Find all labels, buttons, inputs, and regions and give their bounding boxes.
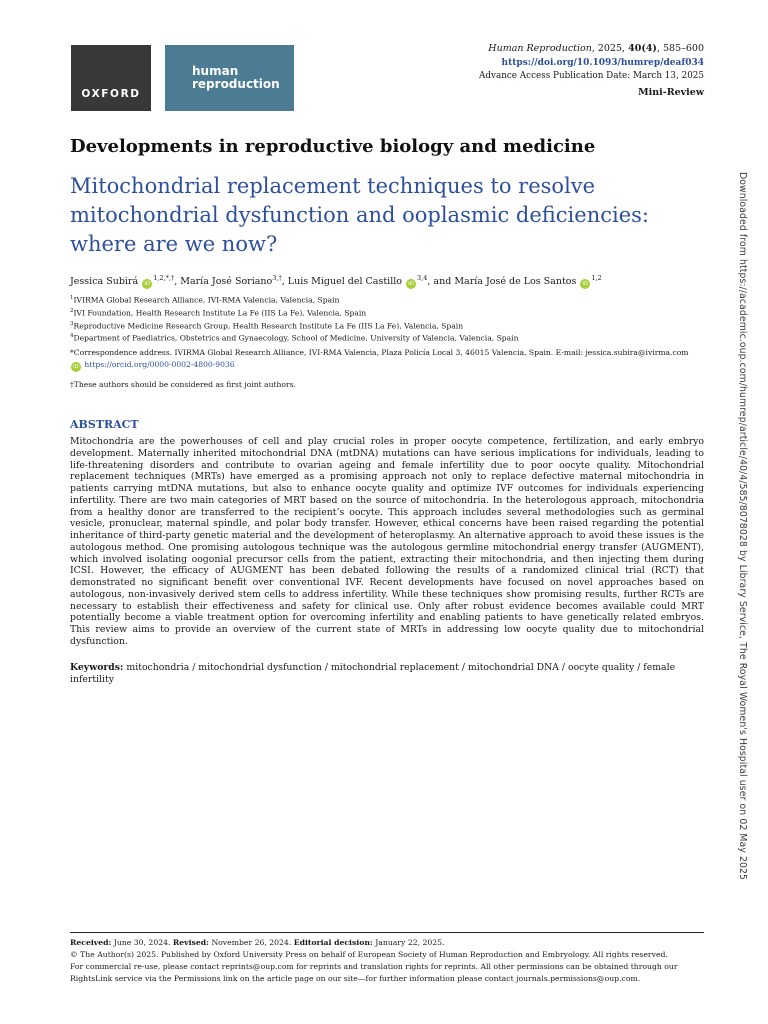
orcid-icon: iD	[71, 362, 81, 372]
orcid-icon[interactable]: iD	[142, 279, 152, 289]
keywords-text: mitochondria / mitochondrial dysfunction / mitochondrial replacement / mitochondrial DNA / oocyte quality / female infertility	[70, 662, 676, 685]
author-name: Jessica Subirá	[70, 276, 139, 288]
article-header	[479, 42, 704, 99]
footer-divider	[70, 932, 704, 933]
affiliation	[70, 319, 710, 332]
footer	[70, 937, 710, 985]
keywords-label: Keywords:	[70, 662, 124, 673]
journal-logo-line1: human	[192, 64, 239, 78]
correspondence: *Correspondence address. IVIRMA Global Research Alliance, IVI-RMA Valencia, Plaza Policía Local 3, 46015 Valencia, Spain. E-mail: jessica.subira@ivirma.com	[70, 348, 689, 357]
author-affiliation-marker: 1,2	[591, 274, 602, 282]
affiliation-number: 2	[70, 307, 74, 314]
dates: Received: June 30, 2024. Revised: November 26, 2024. Editorial decision: January 22, 2025.	[70, 938, 445, 947]
keywords	[70, 662, 704, 686]
author-affiliation-marker: 3,†	[272, 274, 282, 282]
journal-name: Human Reproduction	[488, 43, 592, 54]
permissions: For commercial re-use, please contact reprints@oup.com for reprints and translation rights for reprints. All other permissions can be obtained through our	[70, 962, 678, 971]
affiliation-text: Reproductive Medicine Research Group, Health Research Institute La Fe (IIS La Fe), Valencia, Spain	[73, 321, 464, 331]
affiliation-number: 4	[70, 333, 74, 340]
download-notice: Downloaded from https://academic.oup.com/humrep/article/40/4/585/8078028 by Library Service, The Royal Women's Hospital user on 02 May 2025	[737, 172, 748, 881]
permissions-cont: RightsLink service via the Permissions link on the article page on our site—for further information please contact journals.permissions@oup.com.	[70, 974, 641, 983]
author-name: María José Soriano	[180, 276, 273, 288]
affiliation	[70, 306, 710, 319]
orcid-link[interactable]: https://orcid.org/0000-0002-4800-9036	[84, 359, 235, 369]
journal-logo-line2: reproduction	[192, 77, 280, 91]
affiliation-text: IVIRMA Global Research Alliance, IVI-RMA Valencia, Valencia, Spain	[73, 295, 340, 305]
article-title: Mitochondrial replacement techniques to resolve mitochondrial dysfunction and ooplasmic deficiencies: where are we now?	[70, 174, 649, 256]
author-name: María José de Los Santos	[454, 276, 577, 288]
doi-link[interactable]: https://doi.org/10.1093/humrep/deaf034	[501, 58, 704, 68]
author-affiliation-marker: 1,2,*,†	[153, 274, 175, 282]
citation: Human Reproduction, 2025, 40(4), 585–600	[488, 43, 704, 54]
affiliation-text: IVI Foundation, Health Research Institute La Fe (IIS La Fe), Valencia, Spain	[73, 308, 367, 318]
advance-access-date: Advance Access Publication Date: March 13, 2025	[479, 71, 704, 81]
affiliation-number: 1	[70, 295, 74, 301]
article-type: Mini-Review	[638, 87, 704, 98]
series-title: Developments in reproductive biology and medicine	[70, 136, 596, 157]
affiliations	[70, 293, 710, 344]
affiliation	[70, 331, 710, 344]
orcid-icon[interactable]: iD	[406, 279, 416, 289]
orcid-icon[interactable]: iD	[580, 279, 590, 289]
joint-authors-note: †These authors should be considered as first joint authors.	[70, 379, 296, 389]
author-name: Luis Miguel del Castillo	[287, 276, 402, 288]
journal-logo[interactable]	[165, 45, 294, 111]
affiliation	[70, 293, 710, 306]
author-notes	[70, 347, 710, 390]
oxford-logo[interactable]	[71, 45, 151, 111]
author-list: Jessica Subirá $iD^{1,2,*,\dagger}$, María José Soriano$^{3,\dagger}$, Luis Miguel del Castillo iD$^{3,4}$, and María José de Los Santos iD$^{1,2}$	[70, 274, 602, 288]
publisher-name: OXFORD	[81, 88, 141, 100]
abstract-heading: ABSTRACT	[70, 418, 139, 431]
affiliation-number: 3	[70, 320, 74, 327]
abstract-text: Mitochondria are the powerhouses of cell and play crucial roles in proper oocyte competence, fertilization, and early embryo development. Maternally inherited mitochondrial DNA (mtDNA) mutations can have serious implications for individuals, leading to life-threatening disorders and contribute to ovarian ageing and female infertility due to poor oocyte quality. Mitochondrial replacement techniques (MRTs) have emerged as a promising approach not only to replace defective maternal mitochondria in patients carrying mtDNA mutations, but also to enhance oocyte quality and optimize IVF outcomes for individuals experiencing infertility. There are two main categories of MRT based on the source of mitochondria. In the heterologous approach, mitochondria from a healthy donor are transferred to the recipient’s oocyte. This approach includes several methodologies such as germinal vesicle, pronuclear, maternal spindle, and polar body transfer. However, ethical concerns have been raised regarding the potential inheritance of third-party genetic material and the development of heteroplasmy. An alternative approach to avoid these issues is the autologous method. One promising autologous technique was the autologous germline mitochondrial energy transfer (AUGMENT), which involved isolating oogonial precursor cells from the patient, extracting their mitochondria, and then injecting them during ICSI. However, the efficacy of AUGMENT has been debated following the results of a randomized clinical trial (RCT) that demonstrated no significant benefit over conventional IVF. Recent developments have focused on novel approaches based on autologous, non-invasively derived stem cells to address infertility. While these techniques show promising results, further RCTs are necessary to establish their effectiveness and safety for clinical use. Only after robust evidence becomes available could MRT potentially become a viable treatment option for overcoming infertility and enabling patients to have genetically related embryos. This review aims to provide an overview of the current state of MRTs in addressing low oocyte quality due to mitochondrial dysfunction.	[70, 436, 704, 647]
author-affiliation-marker: 3,4	[417, 274, 428, 282]
affiliation-text: Department of Paediatrics, Obstetrics and Gynaecology, School of Medicine, University of Valencia, Valencia, Spain	[73, 334, 519, 344]
volume: 40(4)	[628, 43, 657, 54]
copyright: © The Author(s) 2025. Published by Oxford University Press on behalf of European Society of Human Reproduction and Embryology. All rights reserved.	[70, 950, 668, 959]
